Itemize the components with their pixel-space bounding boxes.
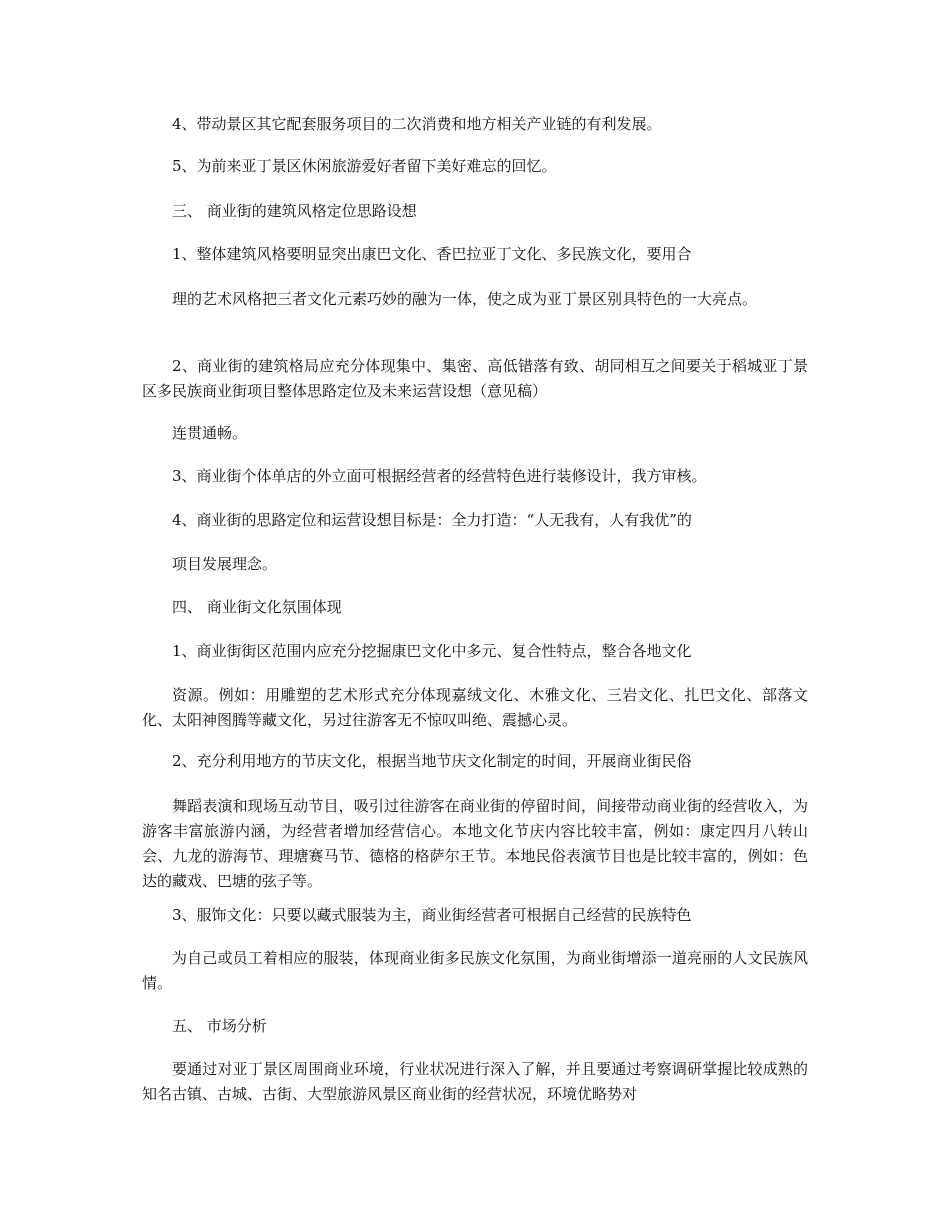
paragraph-market-analysis: 要通过对亚丁景区周围商业环境，行业状况进行深入了解，并且要通过考察调研掌握比较成熟的知名古镇、古城、古街、大型旅游风景区商业街的经营状况，环境优略势对 xyxy=(142,1060,808,1103)
paragraph-goal-5: 5、为前来亚丁景区休闲旅游爱好者留下美好难忘的回忆。 xyxy=(172,157,557,175)
paragraph-culture-2-cont: 舞蹈表演和现场互动节目，吸引过往游客在商业街的停留时间，间接带动商业街的经营收入，为游客丰富旅游内涵，为经营者增加经营信心。本地文化节庆内容比较丰富，例如：康定四月八转山会、九龙的游海节、理塘赛马节、德格的格萨尔王节。本地民俗表演节目也是比较丰富的，例如：色达的藏戏、巴塘的弦子等。 xyxy=(142,797,808,890)
paragraph-architecture-1-cont: 理的艺术风格把三者文化元素巧妙的融为一体，使之成为亚丁景区别具特色的一大亮点。 xyxy=(172,290,758,308)
paragraph-culture-1-start: 1、商业街街区范围内应充分挖掘康巴文化中多元、复合性特点，整合各地文化 xyxy=(172,642,692,660)
paragraph-architecture-1-start: 1、整体建筑风格要明显突出康巴文化、香巴拉亚丁文化、多民族文化，要用合 xyxy=(172,245,692,263)
paragraph-culture-1-cont: 资源。例如：用雕塑的艺术形式充分体现嘉绒文化、木雅文化、三岩文化、扎巴文化、部落文化、太阳神图腾等藏文化，另过往游客无不惊叹叫绝、震撼心灵。 xyxy=(142,686,808,729)
paragraph-architecture-2-cont: 连贯通畅。 xyxy=(172,424,248,442)
paragraph-goal-4: 4、带动景区其它配套服务项目的二次消费和地方相关产业链的有利发展。 xyxy=(172,115,662,133)
paragraph-architecture-2: 2、商业街的建筑格局应充分体现集中、集密、高低错落有致、胡同相互之间要关于稻城亚丁景区多民族商业街项目整体思路定位及未来运营设想（意见稿） xyxy=(142,357,808,400)
section-heading-5: 五、 市场分析 xyxy=(172,1017,267,1035)
paragraph-culture-2-start: 2、充分利用地方的节庆文化，根据当地节庆文化制定的时间，开展商业街民俗 xyxy=(172,752,692,770)
section-heading-3: 三、 商业街的建筑风格定位思路设想 xyxy=(172,202,417,220)
section-heading-4: 四、 商业街文化氛围体现 xyxy=(172,598,342,616)
paragraph-architecture-3: 3、商业街个体单店的外立面可根据经营者的经营特色进行装修设计，我方审核。 xyxy=(172,467,707,485)
paragraph-culture-3-cont: 为自己或员工着相应的服装，体现商业街多民族文化氛围，为商业街增添一道亮丽的人文民族风情。 xyxy=(142,949,808,992)
paragraph-culture-3-start: 3、服饰文化：只要以藏式服装为主，商业街经营者可根据自己经营的民族特色 xyxy=(172,906,692,924)
paragraph-architecture-4-cont: 项目发展理念。 xyxy=(172,555,278,573)
paragraph-architecture-4: 4、商业街的思路定位和运营设想目标是：全力打造：“人无我有，人有我优”的 xyxy=(172,511,692,529)
